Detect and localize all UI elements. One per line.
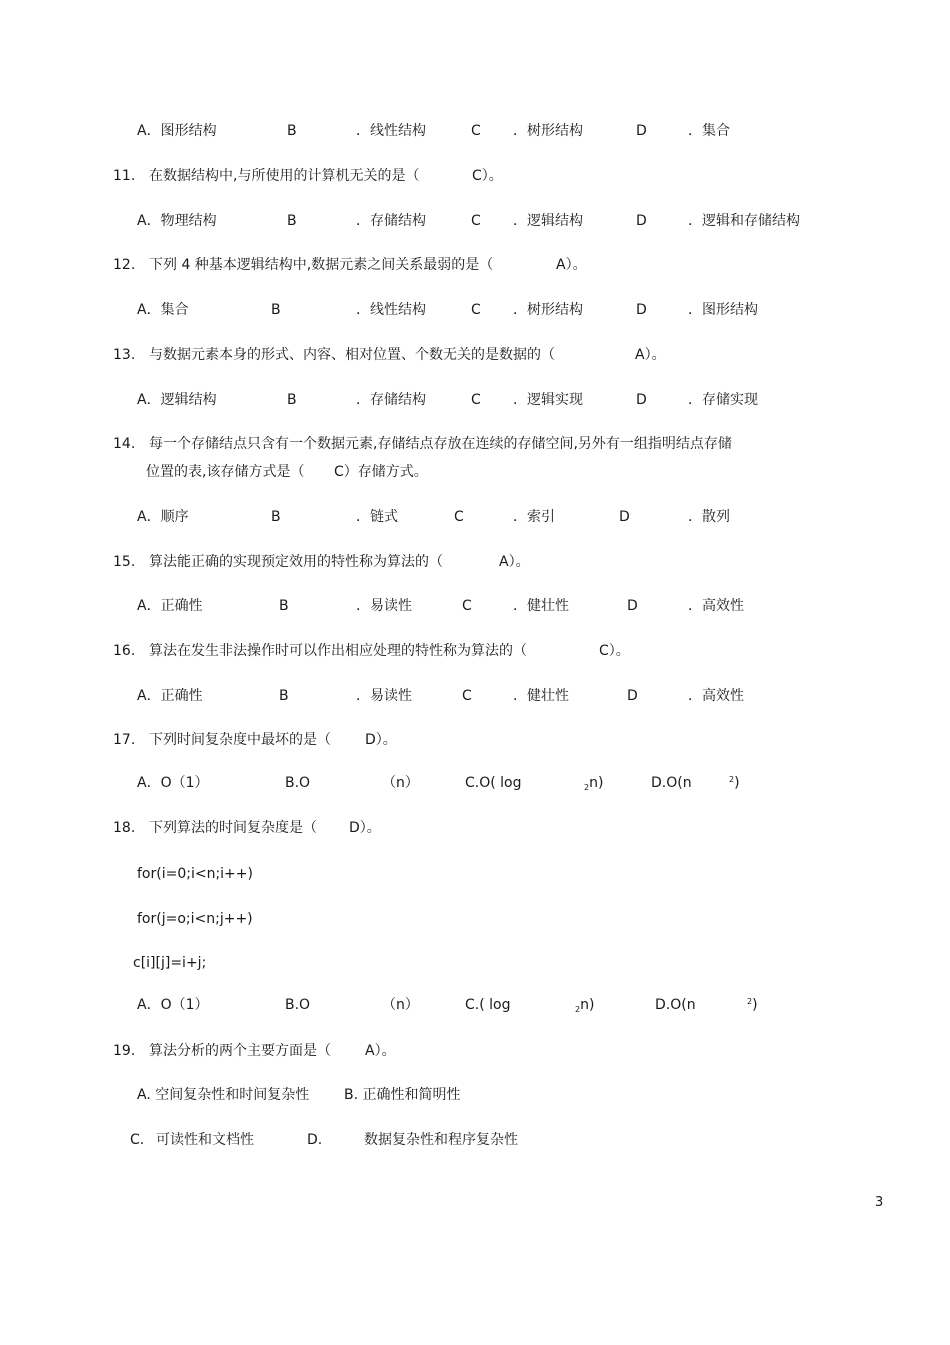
- option-d-text: ．存储实现: [688, 392, 758, 408]
- question-answer: C）存储方式。: [334, 464, 428, 480]
- option-c-letter: C: [471, 302, 481, 318]
- option-b-letter: B: [287, 123, 297, 139]
- option-b-n: （n）: [382, 997, 419, 1013]
- option-b-text: ．易读性: [356, 598, 412, 614]
- option-b-letter: B: [287, 213, 297, 229]
- question-answer: A）。: [499, 554, 530, 570]
- option-d-text: 数据复杂性和程序复杂性: [364, 1132, 518, 1148]
- option-d-letter: D: [636, 213, 647, 229]
- question-text: 下列算法的时间复杂度是（: [149, 820, 317, 836]
- question-number: 15.: [113, 554, 136, 570]
- question-number: 19.: [113, 1043, 136, 1059]
- option-d-letter: D: [636, 123, 647, 139]
- option-d-text: ．高效性: [688, 598, 744, 614]
- question-text: 下列时间复杂度中最坏的是（: [149, 732, 331, 748]
- option-c-text: ．健壮性: [513, 688, 569, 704]
- question-number: 13.: [113, 347, 136, 363]
- option-c-text: ．逻辑结构: [513, 213, 583, 229]
- question-text: 算法在发生非法操作时可以作出相应处理的特性称为算法的（: [149, 643, 527, 659]
- option-b-text: ．线性结构: [356, 123, 426, 139]
- superscript: 2: [729, 775, 735, 784]
- option-c-letter: C: [454, 509, 464, 525]
- option-c: C.( log: [465, 997, 511, 1013]
- option-c-log-base: [584, 774, 603, 794]
- question-text: 算法分析的两个主要方面是（: [149, 1043, 331, 1059]
- question-number: 12.: [113, 257, 136, 273]
- option-c-letter: C: [471, 213, 481, 229]
- question-number: 16.: [113, 643, 136, 659]
- code-line: for(i=0;i<n;i++): [137, 866, 253, 882]
- question-answer: A）。: [556, 257, 587, 273]
- option-b: B.O: [285, 997, 311, 1013]
- option-a: A．O（1）: [137, 775, 209, 791]
- option-b: B. 正确性和简明性: [344, 1087, 461, 1103]
- option-d-text: ．集合: [688, 123, 730, 139]
- option-a: A．集合: [137, 302, 189, 318]
- option-b-text: ．线性结构: [356, 302, 426, 318]
- option-c-text: ．健壮性: [513, 598, 569, 614]
- option-c-text: ．逻辑实现: [513, 392, 583, 408]
- option-b-text: ．存储结构: [356, 213, 426, 229]
- option-d: D.O(n: [651, 775, 692, 791]
- option-d-letter: D: [627, 598, 638, 614]
- question-text: 下列 4 种基本逻辑结构中,数据元素之间关系最弱的是（: [149, 257, 494, 273]
- option-c-log-base: [575, 996, 594, 1016]
- question-number: 11.: [113, 168, 136, 184]
- option-d-letter: D: [636, 392, 647, 408]
- question-number: 14.: [113, 436, 136, 452]
- option-c-letter: C: [462, 598, 472, 614]
- option-c-text: ．树形结构: [513, 123, 583, 139]
- option-c-letter: C: [471, 392, 481, 408]
- question-answer: D）。: [365, 732, 397, 748]
- option-a: A．物理结构: [137, 213, 217, 229]
- option-d: D.O(n: [655, 997, 696, 1013]
- option-c-text: ．索引: [513, 509, 555, 525]
- question-text: 与数据元素本身的形式、内容、相对位置、个数无关的是数据的（: [149, 347, 555, 363]
- question-answer: C）。: [472, 168, 503, 184]
- subscript: 2: [575, 1005, 581, 1014]
- option-d-tail: ): [734, 775, 740, 791]
- superscript: 2: [747, 997, 753, 1006]
- option-d-text: ．图形结构: [688, 302, 758, 318]
- option-d-letter: D: [627, 688, 638, 704]
- option-b-letter: B: [279, 688, 289, 704]
- option-a: A. 空间复杂性和时间复杂性: [137, 1087, 310, 1103]
- option-c-letter: C: [471, 123, 481, 139]
- option-d-letter: D: [619, 509, 630, 525]
- option-d-tail: ): [752, 997, 758, 1013]
- option-d-text: ．高效性: [688, 688, 744, 704]
- option-b-n: （n）: [382, 775, 419, 791]
- code-line: c[i][j]=i+j;: [133, 955, 207, 971]
- option-b: B.O: [285, 775, 311, 791]
- option-d-text: ．散列: [688, 509, 730, 525]
- option-b-text: ．易读性: [356, 688, 412, 704]
- question-number: 18.: [113, 820, 136, 836]
- option-a: A．正确性: [137, 688, 203, 704]
- option-c-tail: n): [589, 775, 604, 791]
- option-a: A．正确性: [137, 598, 203, 614]
- option-b-text: ．存储结构: [356, 392, 426, 408]
- page-number: 3: [875, 1195, 884, 1210]
- option-a: A．逻辑结构: [137, 392, 217, 408]
- option-c-text: ．树形结构: [513, 302, 583, 318]
- question-answer: D）。: [349, 820, 381, 836]
- question-text-line1: 每一个存储结点只含有一个数据元素,存储结点存放在连续的存储空间,另外有一组指明结点存储: [149, 436, 732, 452]
- subscript: 2: [584, 783, 590, 792]
- question-text-line2: 位置的表,该存储方式是（: [146, 464, 305, 480]
- option-a: A．图形结构: [137, 123, 217, 139]
- question-number: 17.: [113, 732, 136, 748]
- option-a: A．O（1）: [137, 997, 209, 1013]
- option-d-letter: D: [636, 302, 647, 318]
- option-c: C.O( log: [465, 775, 522, 791]
- question-answer: A）。: [365, 1043, 396, 1059]
- option-d-text: ．逻辑和存储结构: [688, 213, 800, 229]
- option-c-text: 可读性和文档性: [156, 1132, 254, 1148]
- option-d-letter: D.: [307, 1132, 323, 1148]
- option-d-exponent: [729, 774, 740, 794]
- code-line: for(j=o;i<n;j++): [137, 911, 253, 927]
- question-text: 在数据结构中,与所使用的计算机无关的是（: [149, 168, 420, 184]
- option-b-text: ．链式: [356, 509, 398, 525]
- option-b-letter: B: [271, 302, 281, 318]
- option-b-letter: B: [279, 598, 289, 614]
- question-text: 算法能正确的实现预定效用的特性称为算法的（: [149, 554, 443, 570]
- option-b-letter: B: [287, 392, 297, 408]
- question-answer: C）。: [599, 643, 630, 659]
- option-d-exponent: [747, 996, 758, 1016]
- option-c-letter: C: [462, 688, 472, 704]
- question-answer: A）。: [635, 347, 666, 363]
- option-a: A．顺序: [137, 509, 189, 525]
- option-b-letter: B: [271, 509, 281, 525]
- option-c-tail: n): [580, 997, 595, 1013]
- option-c-letter: C.: [130, 1132, 145, 1148]
